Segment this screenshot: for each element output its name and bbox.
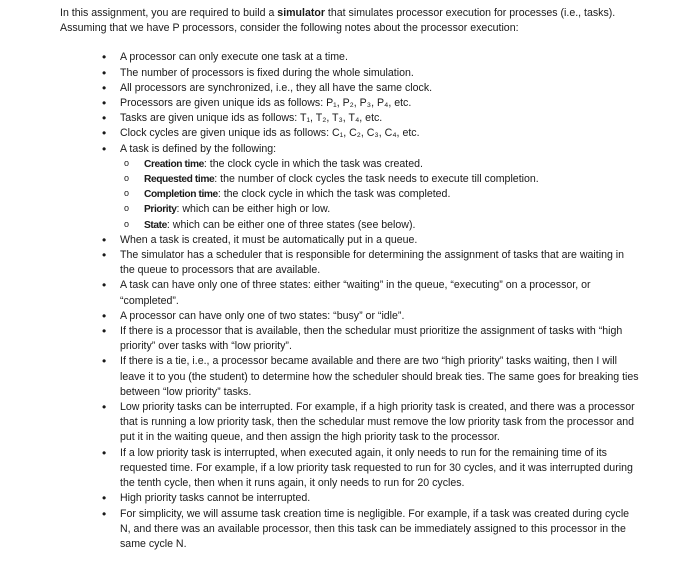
list-item: • A task can have only one of three states: either “waiting” in the queue, “executing” on a processor, or “completed”. xyxy=(60,278,640,308)
list-item: • A processor can have only one of two states: “busy” or “idle”. xyxy=(60,309,640,324)
list-item: • If there is a tie, i.e., a processor became available and there are two “high priority” tasks waiting, then I will leave it to you (the student) to determine how the scheduler should break ties. The same goes for breaking ties between “low priority” tasks. xyxy=(60,354,640,400)
term-label: State xyxy=(144,219,167,231)
task-definition-sublist xyxy=(120,157,640,233)
term-label: Creation time xyxy=(144,158,204,170)
list-item: • Clock cycles are given unique ids as follows: C₁, C₂, C₃, C₄, etc. xyxy=(60,126,640,141)
term-description: : the number of clock cycles the task needs to execute till completion. xyxy=(214,173,539,186)
list-item-text: A task is defined by the following: xyxy=(120,142,277,155)
list-item: • Tasks are given unique ids as follows: T₁, T₂, T₃, T₄, etc. xyxy=(60,111,640,126)
list-item: • When a task is created, it must be automatically put in a queue. xyxy=(60,233,640,248)
intro-paragraph xyxy=(60,6,640,36)
intro-text-before: In this assignment, you are required to build a xyxy=(60,7,278,19)
list-item: • For simplicity, we will assume task creation time is negligible. For example, if a task was created during cycle N, and there was an available processor, then this task can be immediately assigned to this processor in the same cycle N. xyxy=(60,507,640,553)
term-description: : the clock cycle in which the task was created. xyxy=(203,157,423,170)
list-item: • Processors are given unique ids as follows: P₁, P₂, P₃, P₄, etc. xyxy=(60,96,640,111)
list-item: • If a low priority task is interrupted, when executed again, it only needs to run for the remaining time of its requested time. For example, if a low priority task requested to run for 30 cycles, and it was interrupted during the tenth cycle, then when it runs again, it only needs to run for 20 cycles. xyxy=(60,446,640,492)
intro-bold-term: simulator xyxy=(277,7,325,19)
term-description: : the clock cycle in which the task was completed. xyxy=(217,188,451,201)
sublist-item xyxy=(120,157,640,172)
term-description: : which can be either high or low. xyxy=(176,203,331,216)
list-item: • The number of processors is fixed during the whole simulation. xyxy=(60,66,640,81)
intro-text-after: that simulates processor execution for processes (i.e., tasks). Assuming that we have P processors, consider the following notes about the processor execution: xyxy=(60,7,616,35)
term-label: Priority xyxy=(144,204,177,216)
sublist-item xyxy=(120,187,640,202)
term-label: Completion time xyxy=(144,189,218,201)
list-item: • The simulator has a scheduler that is responsible for determining the assignment of tasks that are waiting in the queue to processors that are available. xyxy=(60,248,640,278)
sublist-item xyxy=(120,218,640,233)
requirements-list xyxy=(60,50,640,552)
list-item: • High priority tasks cannot be interrupted. xyxy=(60,491,640,506)
list-item: • A processor can only execute one task at a time. xyxy=(60,50,640,65)
list-item: • If there is a processor that is available, then the schedular must prioritize the assignment of tasks with “high priority” over tasks with “low priority”. xyxy=(60,324,640,354)
term-description: : which can be either one of three states (see below). xyxy=(166,218,416,231)
assignment-document xyxy=(60,6,640,552)
sublist-item xyxy=(120,202,640,217)
term-label: Requested time xyxy=(144,174,215,186)
list-item-task-definition xyxy=(60,142,640,233)
sublist-item xyxy=(120,172,640,187)
list-item: • Low priority tasks can be interrupted. For example, if a high priority task is created, and there was a processor that is running a low priority task, then the schedular must remove the low priority task from the processor and put it in the waiting queue, and then assign the high priority task to the processor. xyxy=(60,400,640,446)
list-item: • All processors are synchronized, i.e., they all have the same clock. xyxy=(60,81,640,96)
